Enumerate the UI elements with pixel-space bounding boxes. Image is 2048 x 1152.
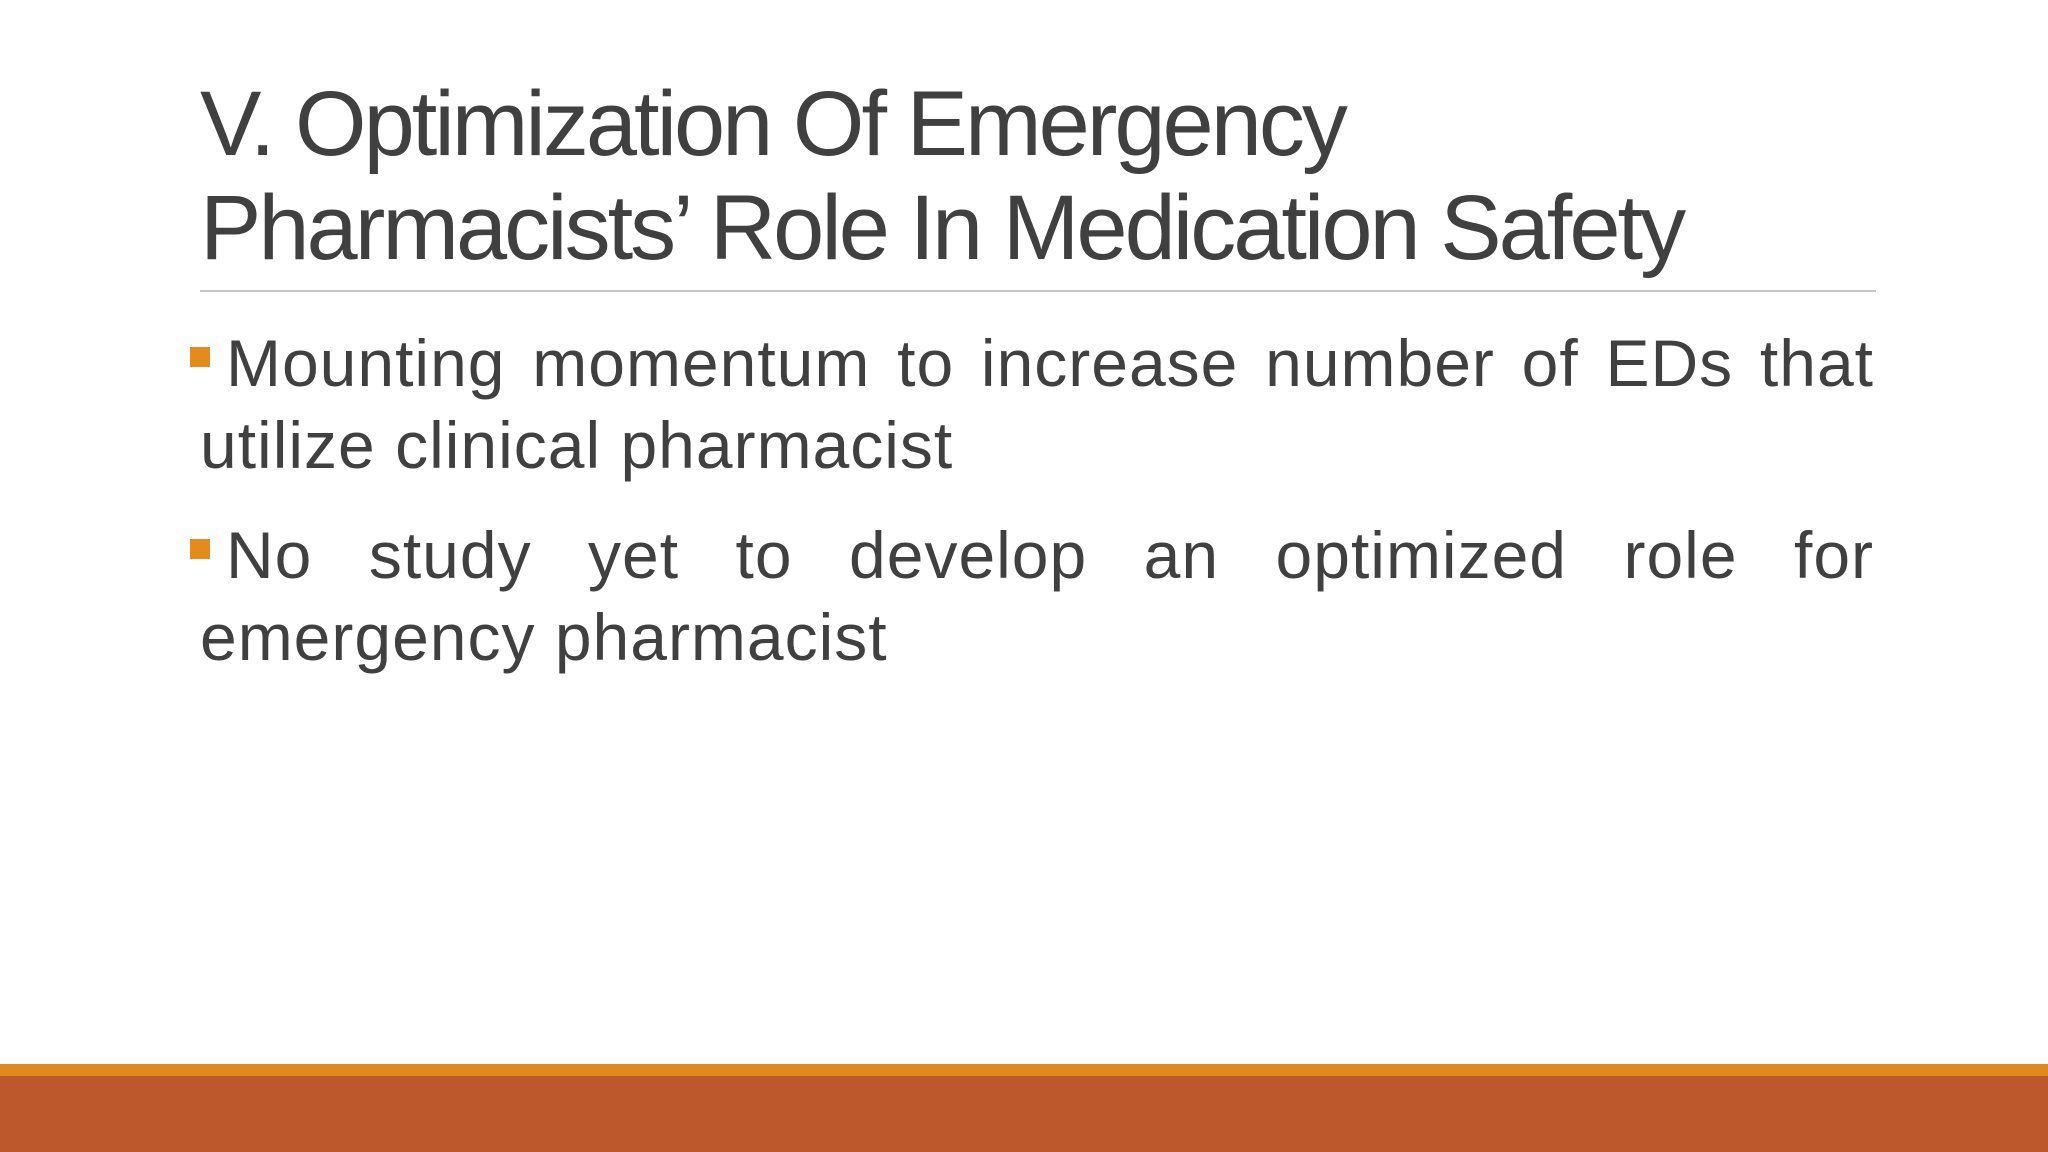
slide-title-line-2: Pharmacists’ Role In Medication Safety — [200, 177, 1684, 279]
bullet-item — [200, 322, 1874, 486]
title-divider — [200, 290, 1876, 292]
bullet-list — [200, 322, 1874, 706]
square-bullet-icon — [190, 539, 210, 559]
footer-accent-stripe — [0, 1064, 2048, 1076]
slide-title — [200, 72, 1880, 280]
square-bullet-icon — [190, 347, 210, 367]
slide-title-line-1: V. Optimization Of Emergency — [200, 73, 1345, 175]
bullet-item — [200, 514, 1874, 678]
bullet-text: No study yet to develop an optimized role for emergency pharmacist — [200, 518, 1874, 674]
footer-bar — [0, 1076, 2048, 1152]
bullet-text: Mounting momentum to increase number of EDs that utilize clinical pharmacist — [200, 326, 1874, 482]
